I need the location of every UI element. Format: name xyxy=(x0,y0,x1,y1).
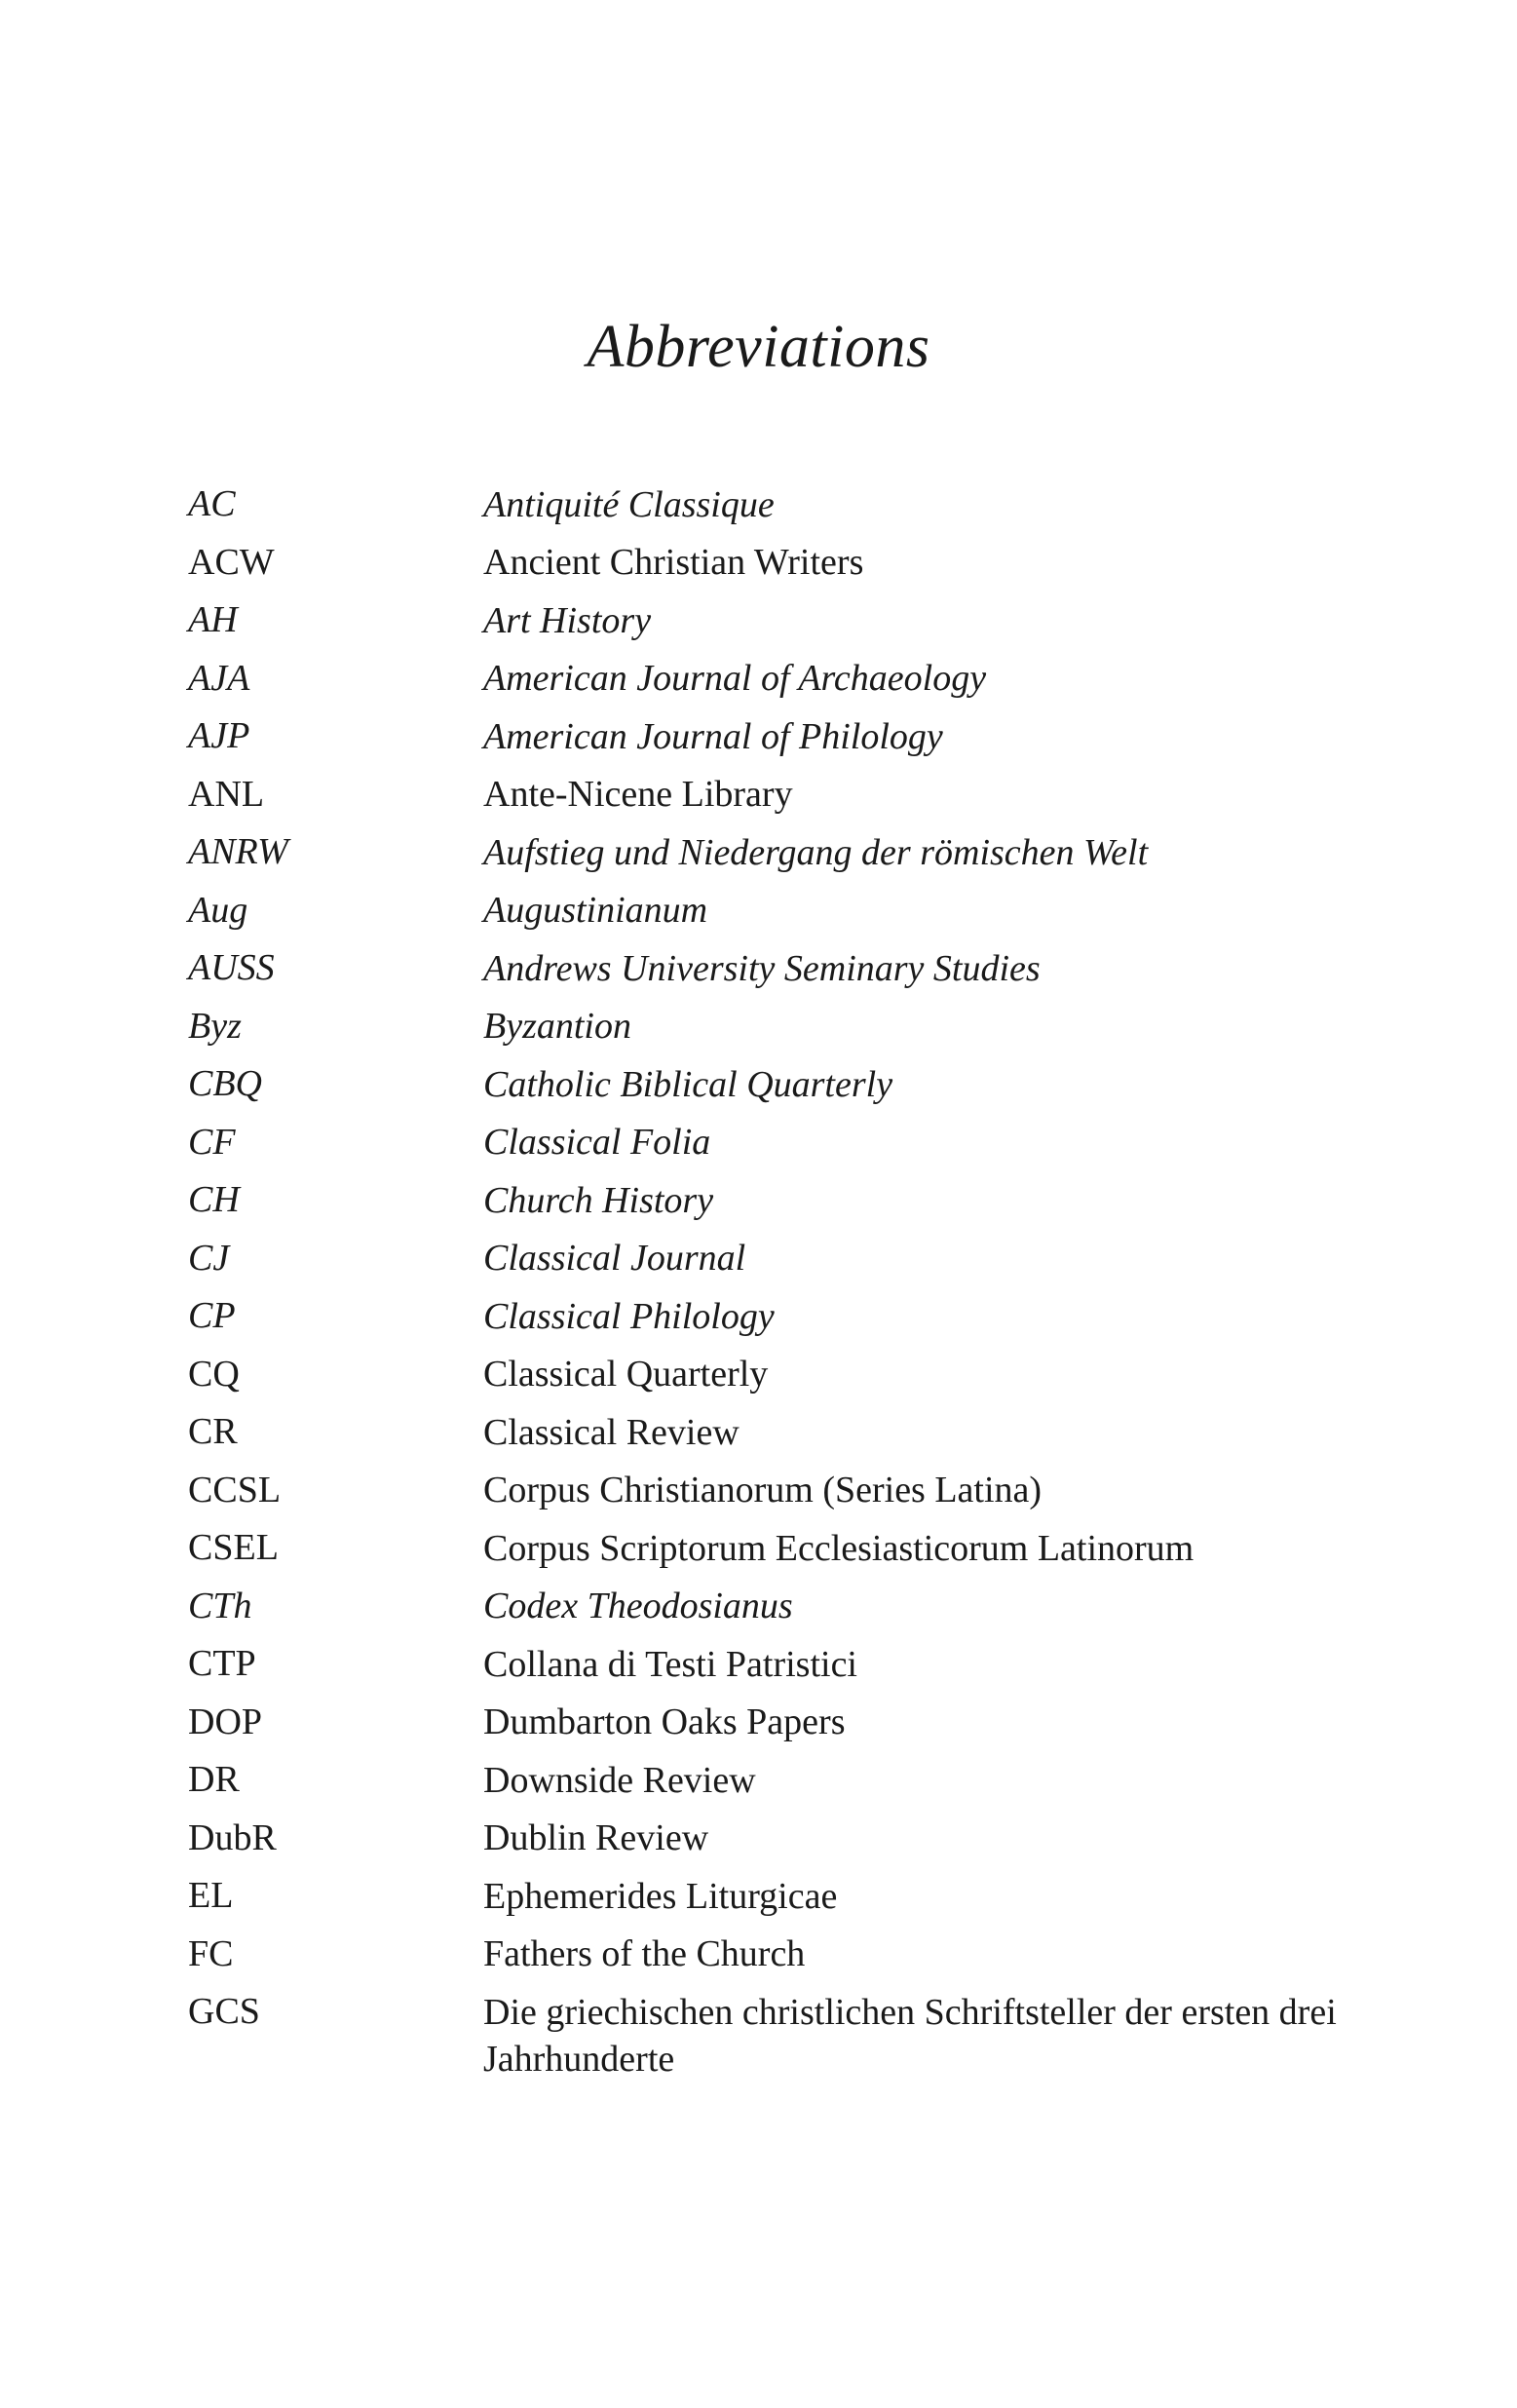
abbreviation-expansion: Corpus Scriptorum Ecclesiasticorum Latinorum xyxy=(483,1527,1195,1569)
abbreviation-expansion: American Journal of Archaeology xyxy=(483,658,987,700)
abbreviations-list xyxy=(188,476,1357,2088)
abbreviation-entry xyxy=(188,1114,1357,1172)
abbreviation-expansion: Aufstieg und Niedergang der römischen Welt xyxy=(483,831,1149,873)
abbreviation-term: CTh xyxy=(188,1585,252,1626)
abbreviation-term: AJA xyxy=(188,657,250,699)
abbreviation-expansion: Dumbarton Oaks Papers xyxy=(483,1701,846,1743)
abbreviation-entry xyxy=(188,476,1357,534)
page-title: Abbreviations xyxy=(587,314,930,380)
abbreviation-entry xyxy=(188,1810,1357,1868)
abbreviation-entry xyxy=(188,1462,1357,1520)
abbreviation-expansion: Corpus Christianorum (Series Latina) xyxy=(483,1470,1043,1511)
abbreviation-entry xyxy=(188,998,1357,1056)
abbreviation-term: Byz xyxy=(188,1005,242,1047)
abbreviation-expansion: Church History xyxy=(483,1179,714,1221)
abbreviation-expansion: Augustinianum xyxy=(483,890,708,932)
abbreviation-entry xyxy=(188,1230,1357,1288)
abbreviation-term: Aug xyxy=(188,889,248,931)
abbreviation-expansion: Antiquité Classique xyxy=(483,483,775,525)
abbreviation-expansion: Andrews University Seminary Studies xyxy=(483,947,1041,989)
abbreviation-entry xyxy=(188,592,1357,650)
abbreviation-expansion: Ephemerides Liturgicae xyxy=(483,1875,838,1917)
abbreviation-term: CTP xyxy=(188,1643,256,1684)
abbreviation-entry xyxy=(188,1867,1357,1926)
abbreviation-expansion: Downside Review xyxy=(483,1759,756,1801)
abbreviation-entry xyxy=(188,707,1357,766)
abbreviation-expansion: Fathers of the Church xyxy=(483,1933,806,1975)
abbreviation-expansion: Byzantion xyxy=(483,1006,631,1048)
abbreviation-term: GCS xyxy=(188,1991,260,2032)
abbreviation-term: AJP xyxy=(188,715,250,756)
abbreviation-entry xyxy=(188,1403,1357,1462)
abbreviation-term: EL xyxy=(188,1875,234,1916)
abbreviation-entry xyxy=(188,1346,1357,1404)
abbreviation-entry xyxy=(188,1519,1357,1578)
abbreviation-entry xyxy=(188,650,1357,708)
abbreviation-term: FC xyxy=(188,1932,234,1974)
abbreviation-expansion: Classical Quarterly xyxy=(483,1354,769,1395)
abbreviation-term: DubR xyxy=(188,1816,277,1858)
abbreviation-term: CP xyxy=(188,1295,236,1336)
abbreviation-expansion: Ancient Christian Writers xyxy=(483,542,864,584)
abbreviation-expansion: American Journal of Philology xyxy=(483,715,943,757)
abbreviation-entry xyxy=(188,1926,1357,1984)
abbreviation-expansion: Dublin Review xyxy=(483,1817,709,1859)
abbreviation-term: ACW xyxy=(188,541,275,583)
abbreviation-expansion: Art History xyxy=(483,599,652,641)
abbreviation-expansion: Classical Philology xyxy=(483,1295,775,1337)
abbreviation-term: CBQ xyxy=(188,1063,262,1104)
abbreviation-expansion: Ante-Nicene Library xyxy=(483,774,793,816)
abbreviation-expansion: Classical Folia xyxy=(483,1122,711,1164)
abbreviation-entry xyxy=(188,1287,1357,1346)
abbreviation-expansion: Classical Journal xyxy=(483,1238,746,1280)
abbreviation-term: CF xyxy=(188,1121,236,1163)
abbreviation-expansion: Collana di Testi Patristici xyxy=(483,1643,857,1685)
abbreviation-term: CR xyxy=(188,1411,238,1452)
abbreviation-expansion: Die griechischen christlichen Schriftsteller der ersten drei Jahrhunderte xyxy=(483,1991,1337,2080)
abbreviation-term: CH xyxy=(188,1179,240,1220)
abbreviation-entry xyxy=(188,939,1357,998)
abbreviation-entry xyxy=(188,1171,1357,1230)
abbreviation-term: CCSL xyxy=(188,1469,282,1510)
abbreviation-entry xyxy=(188,823,1357,882)
abbreviation-term: CSEL xyxy=(188,1527,279,1568)
abbreviation-entry xyxy=(188,1578,1357,1636)
abbreviation-term: CJ xyxy=(188,1237,230,1279)
abbreviation-term: ANRW xyxy=(188,831,288,872)
abbreviation-term: AC xyxy=(188,483,236,524)
abbreviation-expansion: Classical Review xyxy=(483,1411,740,1453)
abbreviation-expansion: Codex Theodosianus xyxy=(483,1586,793,1627)
abbreviation-entry xyxy=(188,766,1357,824)
abbreviation-entry xyxy=(188,1694,1357,1752)
abbreviation-entry xyxy=(188,1635,1357,1694)
abbreviation-term: DOP xyxy=(188,1701,263,1742)
abbreviation-entry xyxy=(188,1055,1357,1114)
abbreviation-entry xyxy=(188,882,1357,940)
abbreviation-term: ANL xyxy=(188,773,265,815)
abbreviation-term: AUSS xyxy=(188,947,275,988)
abbreviation-expansion: Catholic Biblical Quarterly xyxy=(483,1063,893,1105)
abbreviation-term: AH xyxy=(188,599,238,640)
abbreviation-entry xyxy=(188,534,1357,592)
abbreviation-term: DR xyxy=(188,1759,240,1800)
abbreviation-term: CQ xyxy=(188,1353,240,1395)
abbreviation-entry xyxy=(188,1983,1357,2088)
abbreviation-entry xyxy=(188,1751,1357,1810)
